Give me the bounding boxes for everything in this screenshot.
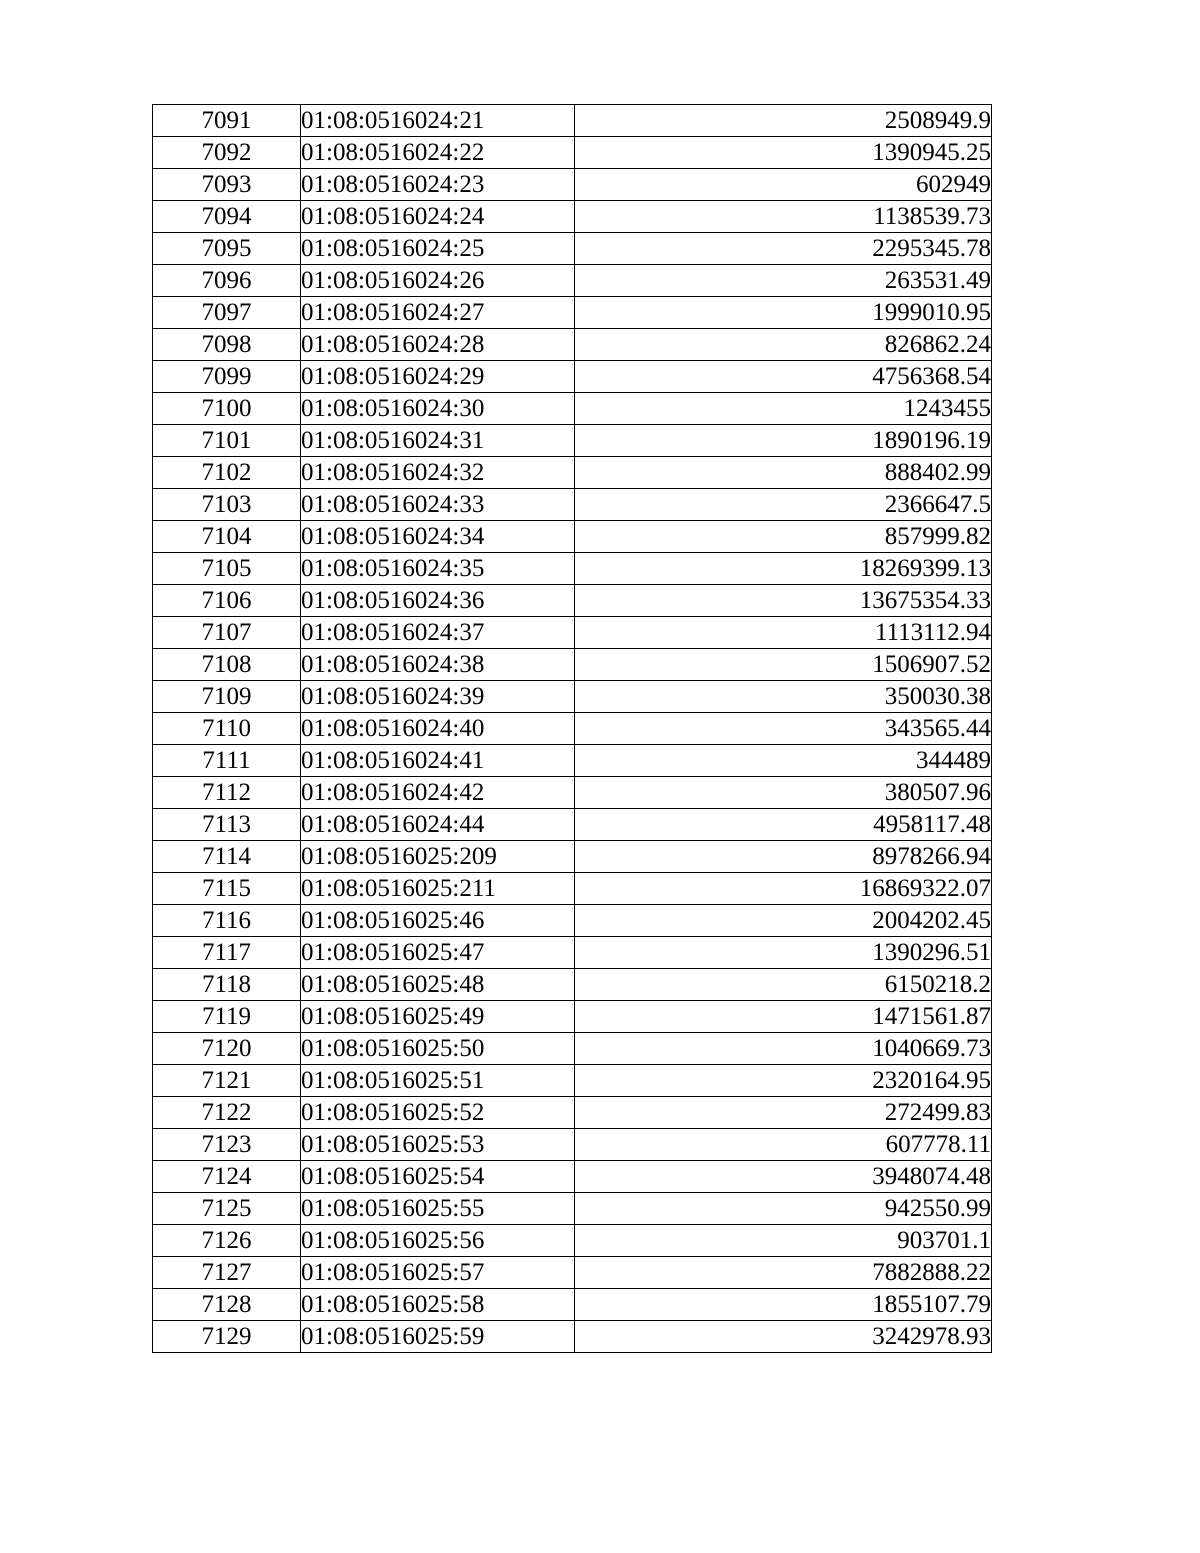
row-number-cell: 7111 bbox=[153, 745, 301, 777]
cadastral-number-cell: 01:08:0516024:37 bbox=[301, 617, 575, 649]
table-row bbox=[153, 1065, 992, 1097]
cadastral-number-cell: 01:08:0516025:58 bbox=[301, 1289, 575, 1321]
row-number-cell: 7103 bbox=[153, 489, 301, 521]
table-row bbox=[153, 649, 992, 681]
cadastral-number-cell: 01:08:0516025:55 bbox=[301, 1193, 575, 1225]
cadastral-number-cell: 01:08:0516025:56 bbox=[301, 1225, 575, 1257]
value-cell: 2320164.95 bbox=[575, 1065, 992, 1097]
value-cell: 1855107.79 bbox=[575, 1289, 992, 1321]
cadastral-number-cell: 01:08:0516025:57 bbox=[301, 1257, 575, 1289]
table-row bbox=[153, 585, 992, 617]
value-cell: 903701.1 bbox=[575, 1225, 992, 1257]
table-row bbox=[153, 105, 992, 137]
table-row bbox=[153, 361, 992, 393]
value-cell: 1890196.19 bbox=[575, 425, 992, 457]
row-number-cell: 7121 bbox=[153, 1065, 301, 1097]
cadastral-number-cell: 01:08:0516025:51 bbox=[301, 1065, 575, 1097]
table-row bbox=[153, 937, 992, 969]
value-cell: 343565.44 bbox=[575, 713, 992, 745]
value-cell: 272499.83 bbox=[575, 1097, 992, 1129]
table-row bbox=[153, 201, 992, 233]
row-number-cell: 7127 bbox=[153, 1257, 301, 1289]
table-row bbox=[153, 809, 992, 841]
table-row bbox=[153, 457, 992, 489]
table-row bbox=[153, 233, 992, 265]
value-cell: 942550.99 bbox=[575, 1193, 992, 1225]
table-row bbox=[153, 169, 992, 201]
value-cell: 3242978.93 bbox=[575, 1321, 992, 1353]
cadastral-number-cell: 01:08:0516024:22 bbox=[301, 137, 575, 169]
row-number-cell: 7102 bbox=[153, 457, 301, 489]
cadastral-number-cell: 01:08:0516025:59 bbox=[301, 1321, 575, 1353]
row-number-cell: 7098 bbox=[153, 329, 301, 361]
table-row bbox=[153, 905, 992, 937]
value-cell: 1113112.94 bbox=[575, 617, 992, 649]
value-cell: 18269399.13 bbox=[575, 553, 992, 585]
value-cell: 3948074.48 bbox=[575, 1161, 992, 1193]
row-number-cell: 7097 bbox=[153, 297, 301, 329]
cadastral-number-cell: 01:08:0516024:21 bbox=[301, 105, 575, 137]
row-number-cell: 7099 bbox=[153, 361, 301, 393]
table-row bbox=[153, 841, 992, 873]
table-row bbox=[153, 1321, 992, 1353]
value-cell: 350030.38 bbox=[575, 681, 992, 713]
value-cell: 13675354.33 bbox=[575, 585, 992, 617]
value-cell: 1243455 bbox=[575, 393, 992, 425]
cadastral-number-cell: 01:08:0516024:24 bbox=[301, 201, 575, 233]
row-number-cell: 7126 bbox=[153, 1225, 301, 1257]
table-row bbox=[153, 1257, 992, 1289]
cadastral-number-cell: 01:08:0516024:29 bbox=[301, 361, 575, 393]
value-cell: 1040669.73 bbox=[575, 1033, 992, 1065]
row-number-cell: 7117 bbox=[153, 937, 301, 969]
cadastral-number-cell: 01:08:0516024:36 bbox=[301, 585, 575, 617]
row-number-cell: 7091 bbox=[153, 105, 301, 137]
cadastral-number-cell: 01:08:0516024:30 bbox=[301, 393, 575, 425]
table-row bbox=[153, 1097, 992, 1129]
value-cell: 1138539.73 bbox=[575, 201, 992, 233]
cadastral-number-cell: 01:08:0516025:52 bbox=[301, 1097, 575, 1129]
table-row bbox=[153, 745, 992, 777]
cadastral-number-cell: 01:08:0516025:54 bbox=[301, 1161, 575, 1193]
row-number-cell: 7113 bbox=[153, 809, 301, 841]
value-cell: 857999.82 bbox=[575, 521, 992, 553]
table-row bbox=[153, 1225, 992, 1257]
row-number-cell: 7118 bbox=[153, 969, 301, 1001]
row-number-cell: 7104 bbox=[153, 521, 301, 553]
cadastral-number-cell: 01:08:0516025:209 bbox=[301, 841, 575, 873]
row-number-cell: 7109 bbox=[153, 681, 301, 713]
row-number-cell: 7095 bbox=[153, 233, 301, 265]
cadastral-number-cell: 01:08:0516024:35 bbox=[301, 553, 575, 585]
data-table bbox=[152, 104, 992, 1353]
value-cell: 4756368.54 bbox=[575, 361, 992, 393]
cadastral-number-cell: 01:08:0516024:25 bbox=[301, 233, 575, 265]
cadastral-number-cell: 01:08:0516024:39 bbox=[301, 681, 575, 713]
table-row bbox=[153, 873, 992, 905]
cadastral-number-cell: 01:08:0516024:27 bbox=[301, 297, 575, 329]
table-row bbox=[153, 297, 992, 329]
row-number-cell: 7116 bbox=[153, 905, 301, 937]
table-row bbox=[153, 617, 992, 649]
value-cell: 1471561.87 bbox=[575, 1001, 992, 1033]
value-cell: 344489 bbox=[575, 745, 992, 777]
table-row bbox=[153, 681, 992, 713]
cadastral-number-cell: 01:08:0516025:53 bbox=[301, 1129, 575, 1161]
table-row bbox=[153, 553, 992, 585]
value-cell: 1999010.95 bbox=[575, 297, 992, 329]
table-row bbox=[153, 1161, 992, 1193]
row-number-cell: 7114 bbox=[153, 841, 301, 873]
value-cell: 7882888.22 bbox=[575, 1257, 992, 1289]
value-cell: 2366647.5 bbox=[575, 489, 992, 521]
cadastral-number-cell: 01:08:0516024:44 bbox=[301, 809, 575, 841]
cadastral-number-cell: 01:08:0516024:33 bbox=[301, 489, 575, 521]
value-cell: 16869322.07 bbox=[575, 873, 992, 905]
row-number-cell: 7115 bbox=[153, 873, 301, 905]
row-number-cell: 7128 bbox=[153, 1289, 301, 1321]
row-number-cell: 7119 bbox=[153, 1001, 301, 1033]
table-row bbox=[153, 777, 992, 809]
table-row bbox=[153, 713, 992, 745]
row-number-cell: 7123 bbox=[153, 1129, 301, 1161]
value-cell: 1506907.52 bbox=[575, 649, 992, 681]
row-number-cell: 7108 bbox=[153, 649, 301, 681]
cadastral-number-cell: 01:08:0516024:42 bbox=[301, 777, 575, 809]
row-number-cell: 7125 bbox=[153, 1193, 301, 1225]
cadastral-number-cell: 01:08:0516025:49 bbox=[301, 1001, 575, 1033]
cadastral-number-cell: 01:08:0516024:40 bbox=[301, 713, 575, 745]
table-row bbox=[153, 425, 992, 457]
value-cell: 2004202.45 bbox=[575, 905, 992, 937]
cadastral-number-cell: 01:08:0516025:211 bbox=[301, 873, 575, 905]
cadastral-number-cell: 01:08:0516024:23 bbox=[301, 169, 575, 201]
table-row bbox=[153, 489, 992, 521]
value-cell: 4958117.48 bbox=[575, 809, 992, 841]
cadastral-number-cell: 01:08:0516025:46 bbox=[301, 905, 575, 937]
cadastral-number-cell: 01:08:0516025:48 bbox=[301, 969, 575, 1001]
cadastral-number-cell: 01:08:0516024:32 bbox=[301, 457, 575, 489]
row-number-cell: 7092 bbox=[153, 137, 301, 169]
row-number-cell: 7106 bbox=[153, 585, 301, 617]
cadastral-number-cell: 01:08:0516024:28 bbox=[301, 329, 575, 361]
row-number-cell: 7107 bbox=[153, 617, 301, 649]
value-cell: 1390296.51 bbox=[575, 937, 992, 969]
row-number-cell: 7129 bbox=[153, 1321, 301, 1353]
value-cell: 263531.49 bbox=[575, 265, 992, 297]
row-number-cell: 7112 bbox=[153, 777, 301, 809]
table-row bbox=[153, 393, 992, 425]
cadastral-number-cell: 01:08:0516024:26 bbox=[301, 265, 575, 297]
cadastral-number-cell: 01:08:0516024:41 bbox=[301, 745, 575, 777]
row-number-cell: 7093 bbox=[153, 169, 301, 201]
table-row bbox=[153, 969, 992, 1001]
value-cell: 8978266.94 bbox=[575, 841, 992, 873]
value-cell: 380507.96 bbox=[575, 777, 992, 809]
table-row bbox=[153, 265, 992, 297]
row-number-cell: 7105 bbox=[153, 553, 301, 585]
value-cell: 602949 bbox=[575, 169, 992, 201]
value-cell: 607778.11 bbox=[575, 1129, 992, 1161]
table-row bbox=[153, 1193, 992, 1225]
cadastral-number-cell: 01:08:0516025:50 bbox=[301, 1033, 575, 1065]
table-row bbox=[153, 1001, 992, 1033]
cadastral-number-cell: 01:08:0516024:34 bbox=[301, 521, 575, 553]
row-number-cell: 7110 bbox=[153, 713, 301, 745]
row-number-cell: 7100 bbox=[153, 393, 301, 425]
value-cell: 1390945.25 bbox=[575, 137, 992, 169]
cadastral-number-cell: 01:08:0516024:38 bbox=[301, 649, 575, 681]
value-cell: 2295345.78 bbox=[575, 233, 992, 265]
value-cell: 2508949.9 bbox=[575, 105, 992, 137]
row-number-cell: 7122 bbox=[153, 1097, 301, 1129]
table-row bbox=[153, 1033, 992, 1065]
row-number-cell: 7101 bbox=[153, 425, 301, 457]
row-number-cell: 7094 bbox=[153, 201, 301, 233]
value-cell: 826862.24 bbox=[575, 329, 992, 361]
row-number-cell: 7124 bbox=[153, 1161, 301, 1193]
value-cell: 888402.99 bbox=[575, 457, 992, 489]
table-row bbox=[153, 1129, 992, 1161]
table-body bbox=[153, 105, 992, 1353]
cadastral-number-cell: 01:08:0516024:31 bbox=[301, 425, 575, 457]
value-cell: 6150218.2 bbox=[575, 969, 992, 1001]
cadastral-number-cell: 01:08:0516025:47 bbox=[301, 937, 575, 969]
table-row bbox=[153, 137, 992, 169]
row-number-cell: 7120 bbox=[153, 1033, 301, 1065]
table-row bbox=[153, 1289, 992, 1321]
table-row bbox=[153, 521, 992, 553]
table-row bbox=[153, 329, 992, 361]
row-number-cell: 7096 bbox=[153, 265, 301, 297]
